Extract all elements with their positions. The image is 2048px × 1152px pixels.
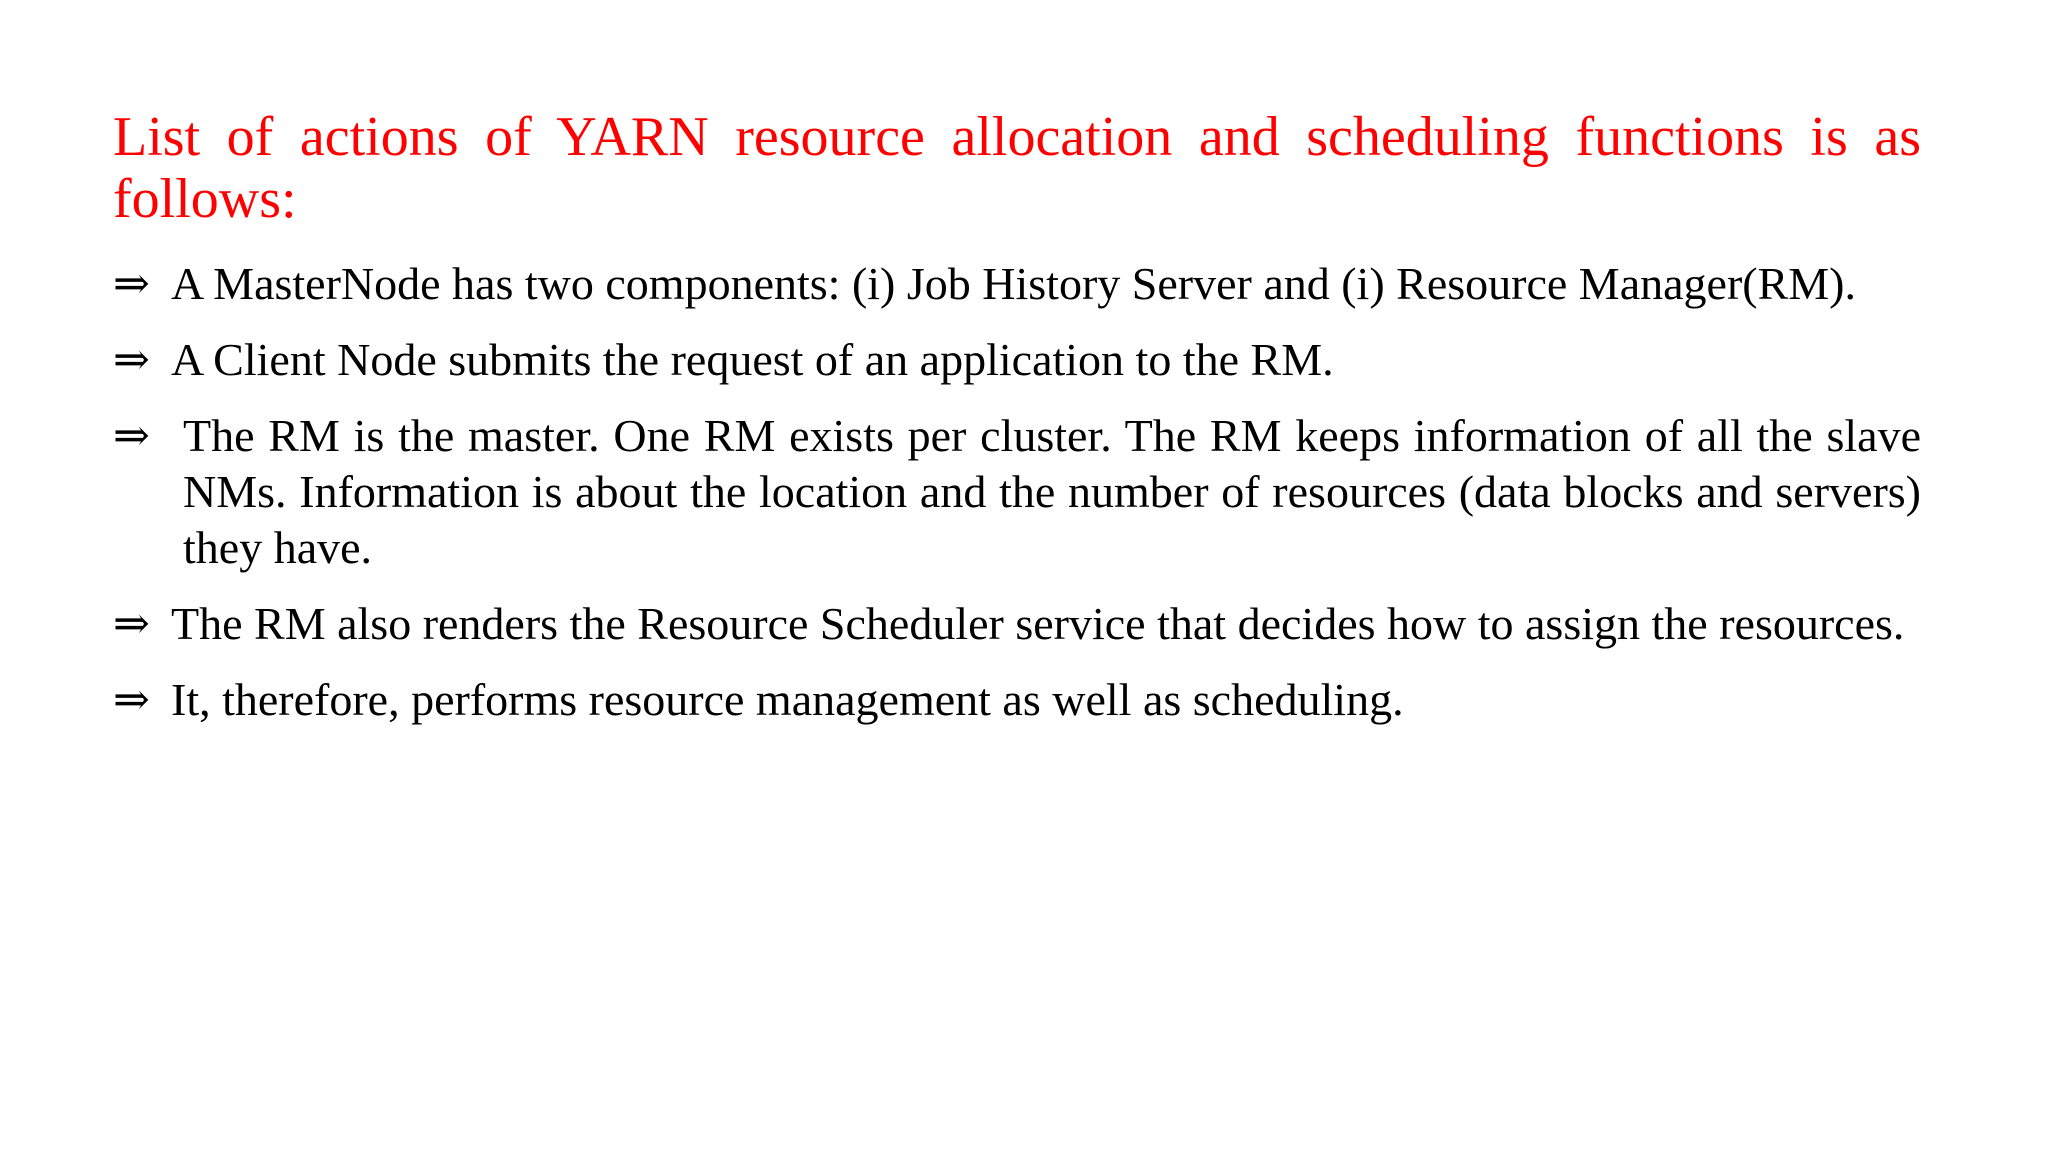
bullet-item (113, 332, 1921, 388)
bullet-text: It, therefore, performs resource management as well as scheduling. (171, 674, 1404, 725)
double-right-arrow-icon: ⇒ (113, 258, 150, 309)
bullet-text: The RM is the master. One RM exists per cluster. The RM keeps information of all the slave NMs. Information is about the location and the number of resources (data blocks and servers) they have. (183, 410, 1921, 573)
bullet-text: The RM also renders the Resource Scheduler service that decides how to assign the resources. (171, 598, 1905, 649)
bullet-text: A MasterNode has two components: (i) Job History Server and (i) Resource Manager(RM). (171, 258, 1856, 309)
bullet-item (113, 408, 1921, 576)
double-right-arrow-icon: ⇒ (113, 674, 150, 725)
slide-title: List of actions of YARN resource allocation and scheduling functions is as follows: (113, 106, 1921, 230)
bullet-item (113, 596, 1921, 652)
bullet-item (113, 256, 1921, 312)
double-right-arrow-icon: ⇒ (113, 410, 150, 461)
double-right-arrow-icon: ⇒ (113, 598, 150, 649)
double-right-arrow-icon: ⇒ (113, 334, 150, 385)
bullet-item (113, 672, 1921, 728)
bullet-text: A Client Node submits the request of an application to the RM. (171, 334, 1334, 385)
bullet-list (113, 256, 1921, 728)
